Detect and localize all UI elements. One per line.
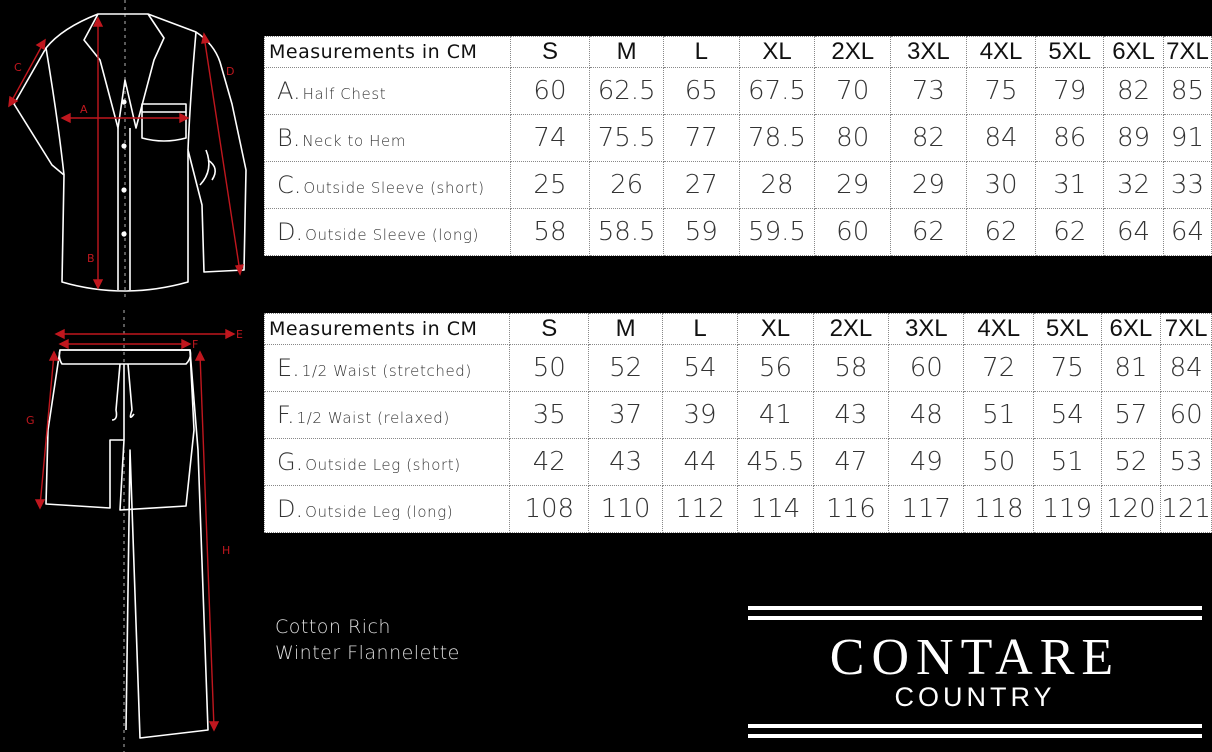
table-cell: 62 bbox=[966, 209, 1036, 256]
shirt-button bbox=[121, 231, 126, 236]
table-cell: 85 bbox=[1163, 68, 1211, 115]
logo-bar bbox=[748, 734, 1202, 738]
table-cell: 74 bbox=[510, 115, 590, 162]
table-cell: 47 bbox=[813, 439, 888, 486]
table-cell: 82 bbox=[1104, 68, 1164, 115]
table-cell: 31 bbox=[1036, 162, 1104, 209]
arrowhead-e-left bbox=[56, 330, 64, 338]
row-label-text: Neck to Hem bbox=[302, 132, 407, 150]
table-header-row bbox=[265, 37, 1212, 68]
table-cell: 60 bbox=[1161, 392, 1212, 439]
table-cell: 29 bbox=[891, 162, 967, 209]
logo-bar bbox=[748, 606, 1202, 610]
table-cell: 80 bbox=[815, 115, 891, 162]
size-header: M bbox=[589, 314, 662, 345]
table-cell: 91 bbox=[1163, 115, 1211, 162]
table-row bbox=[265, 345, 1212, 392]
table-cell: 116 bbox=[813, 486, 888, 533]
logo-bar bbox=[748, 616, 1202, 620]
size-header: 2XL bbox=[813, 314, 888, 345]
marker-e: E bbox=[236, 328, 243, 341]
table-cell: 114 bbox=[738, 486, 814, 533]
size-header: 7XL bbox=[1161, 314, 1212, 345]
shirt-diagram bbox=[0, 0, 260, 300]
table-cell: 78.5 bbox=[739, 115, 815, 162]
row-label bbox=[265, 392, 510, 439]
size-header: 2XL bbox=[815, 37, 891, 68]
table-cell: 84 bbox=[1161, 345, 1212, 392]
row-letter: G. bbox=[277, 448, 304, 476]
size-header: 7XL bbox=[1163, 37, 1211, 68]
table-cell: 52 bbox=[1101, 439, 1161, 486]
size-header: L bbox=[664, 37, 740, 68]
arrowhead-f-left bbox=[60, 340, 68, 348]
row-letter: E. bbox=[277, 354, 300, 382]
arrowhead-h-bottom bbox=[210, 722, 218, 730]
table-cell: 120 bbox=[1101, 486, 1161, 533]
table-cell: 25 bbox=[510, 162, 590, 209]
table-cell: 118 bbox=[964, 486, 1034, 533]
arrowhead-g-top bbox=[50, 352, 58, 360]
fabric-line-2: Winter Flannelette bbox=[275, 642, 460, 664]
row-label-text: Outside Sleeve (short) bbox=[303, 179, 485, 197]
shirt-button bbox=[121, 99, 126, 104]
row-label-text: Outside Leg (short) bbox=[305, 456, 461, 474]
table-cell: 51 bbox=[1033, 439, 1101, 486]
row-label-text: 1/2 Waist (stretched) bbox=[301, 362, 472, 380]
marker-h: H bbox=[222, 544, 231, 557]
table-cell: 75 bbox=[966, 68, 1036, 115]
size-header: XL bbox=[738, 314, 814, 345]
size-header: 3XL bbox=[889, 314, 964, 345]
shirt-size-table bbox=[264, 36, 1212, 256]
table-cell: 51 bbox=[964, 392, 1034, 439]
marker-a: A bbox=[80, 103, 88, 116]
table-cell: 121 bbox=[1161, 486, 1212, 533]
table-cell: 60 bbox=[510, 68, 590, 115]
table-cell: 82 bbox=[891, 115, 967, 162]
table-cell: 64 bbox=[1104, 209, 1164, 256]
table-heading: Measurements in CM bbox=[265, 37, 511, 68]
table-cell: 67.5 bbox=[739, 68, 815, 115]
table-cell: 26 bbox=[590, 162, 664, 209]
marker-c: C bbox=[14, 61, 22, 74]
row-label-text: Outside Leg (long) bbox=[305, 503, 454, 521]
shirt-placket-outline bbox=[118, 128, 130, 290]
row-letter: A. bbox=[277, 77, 301, 105]
table-cell: 39 bbox=[662, 392, 737, 439]
arrowhead-a-left bbox=[62, 114, 70, 122]
table-heading: Measurements in CM bbox=[265, 314, 510, 345]
table-cell: 28 bbox=[739, 162, 815, 209]
table-cell: 86 bbox=[1036, 115, 1104, 162]
row-letter: F. bbox=[277, 401, 295, 429]
table-row bbox=[265, 392, 1212, 439]
arrowhead-c-bottom bbox=[9, 97, 17, 106]
size-header: 6XL bbox=[1101, 314, 1161, 345]
table-cell: 84 bbox=[966, 115, 1036, 162]
table-cell: 53 bbox=[1161, 439, 1212, 486]
table-cell: 43 bbox=[813, 392, 888, 439]
table-cell: 60 bbox=[815, 209, 891, 256]
size-header: L bbox=[662, 314, 737, 345]
table-cell: 30 bbox=[966, 162, 1036, 209]
row-letter: D. bbox=[277, 495, 304, 523]
table-cell: 50 bbox=[964, 439, 1034, 486]
table-cell: 54 bbox=[1033, 392, 1101, 439]
table-cell: 32 bbox=[1104, 162, 1164, 209]
row-label-text: 1/2 Waist (relaxed) bbox=[296, 409, 450, 427]
arrowhead-c-top bbox=[37, 40, 45, 49]
table-cell: 62.5 bbox=[590, 68, 664, 115]
row-letter: C. bbox=[277, 171, 302, 199]
table-row bbox=[265, 162, 1212, 209]
table-cell: 57 bbox=[1101, 392, 1161, 439]
arrowhead-h-top bbox=[196, 352, 204, 360]
table-cell: 43 bbox=[589, 439, 662, 486]
table-row bbox=[265, 209, 1212, 256]
arrowhead-f-right bbox=[182, 340, 190, 348]
fabric-line-1: Cotton Rich bbox=[275, 616, 391, 638]
row-letter: D. bbox=[277, 218, 304, 246]
table-cell: 89 bbox=[1104, 115, 1164, 162]
table-cell: 56 bbox=[738, 345, 814, 392]
table-header-row bbox=[265, 314, 1212, 345]
table-row bbox=[265, 486, 1212, 533]
row-label bbox=[265, 345, 510, 392]
table-cell: 75.5 bbox=[590, 115, 664, 162]
arrowhead-e-right bbox=[226, 330, 234, 338]
table-cell: 58 bbox=[510, 209, 590, 256]
marker-d: D bbox=[226, 65, 235, 78]
table-cell: 73 bbox=[891, 68, 967, 115]
size-header: XL bbox=[739, 37, 815, 68]
marker-g: G bbox=[26, 414, 35, 427]
table-cell: 119 bbox=[1033, 486, 1101, 533]
table-cell: 81 bbox=[1101, 345, 1161, 392]
logo-bar bbox=[748, 724, 1202, 728]
pants-long-outline bbox=[122, 350, 208, 738]
shirt-collar-outline bbox=[84, 14, 164, 128]
row-label bbox=[265, 162, 511, 209]
table-row bbox=[265, 439, 1212, 486]
pants-drawstring bbox=[112, 364, 134, 420]
shirt-button bbox=[121, 187, 126, 192]
table-cell: 44 bbox=[662, 439, 737, 486]
table-cell: 62 bbox=[1036, 209, 1104, 256]
table-row bbox=[265, 115, 1212, 162]
table-cell: 37 bbox=[589, 392, 662, 439]
table-cell: 75 bbox=[1033, 345, 1101, 392]
table-cell: 41 bbox=[738, 392, 814, 439]
table-cell: 60 bbox=[889, 345, 964, 392]
size-header: 6XL bbox=[1104, 37, 1164, 68]
brand-subtitle: COUNTRY bbox=[894, 682, 1056, 712]
brand-logo bbox=[748, 606, 1202, 736]
arrowhead-d-bottom bbox=[236, 265, 243, 274]
table-cell: 59 bbox=[664, 209, 740, 256]
table-cell: 77 bbox=[664, 115, 740, 162]
table-cell: 62 bbox=[891, 209, 967, 256]
table-row bbox=[265, 68, 1212, 115]
table-cell: 48 bbox=[889, 392, 964, 439]
table-cell: 33 bbox=[1163, 162, 1211, 209]
size-header: S bbox=[510, 314, 589, 345]
table-cell: 72 bbox=[964, 345, 1034, 392]
table-cell: 64 bbox=[1163, 209, 1211, 256]
size-header: 3XL bbox=[891, 37, 967, 68]
row-label-text: Outside Sleeve (long) bbox=[305, 226, 479, 244]
table-cell: 45.5 bbox=[738, 439, 814, 486]
table-cell: 108 bbox=[510, 486, 589, 533]
size-header: 5XL bbox=[1033, 314, 1101, 345]
row-label bbox=[265, 439, 510, 486]
size-header: 4XL bbox=[966, 37, 1036, 68]
table-cell: 49 bbox=[889, 439, 964, 486]
table-cell: 29 bbox=[815, 162, 891, 209]
measure-line-h bbox=[200, 354, 214, 728]
brand-name: CONTARE bbox=[829, 629, 1121, 686]
row-label bbox=[265, 209, 511, 256]
table-cell: 27 bbox=[664, 162, 740, 209]
size-header: S bbox=[510, 37, 590, 68]
fabric-description bbox=[275, 614, 460, 666]
marker-b: B bbox=[87, 252, 95, 265]
table-cell: 65 bbox=[664, 68, 740, 115]
table-cell: 58.5 bbox=[590, 209, 664, 256]
arrowhead-a-right bbox=[180, 114, 188, 122]
row-letter: B. bbox=[277, 124, 301, 152]
table-cell: 54 bbox=[662, 345, 737, 392]
table-cell: 58 bbox=[813, 345, 888, 392]
table-cell: 117 bbox=[889, 486, 964, 533]
pants-waistband bbox=[59, 350, 190, 364]
shirt-button bbox=[121, 143, 126, 148]
arrowhead-d-top bbox=[202, 34, 209, 43]
row-label-text: Half Chest bbox=[302, 85, 387, 103]
table-cell: 59.5 bbox=[739, 209, 815, 256]
marker-f: F bbox=[192, 338, 199, 351]
arrowhead-g-bottom bbox=[36, 500, 44, 508]
table-cell: 50 bbox=[510, 345, 589, 392]
shirt-cuff-tie bbox=[200, 150, 215, 185]
row-label bbox=[265, 68, 511, 115]
pants-size-table bbox=[264, 313, 1212, 533]
table-cell: 52 bbox=[589, 345, 662, 392]
table-cell: 70 bbox=[815, 68, 891, 115]
size-header: 4XL bbox=[964, 314, 1034, 345]
table-cell: 79 bbox=[1036, 68, 1104, 115]
size-header: M bbox=[590, 37, 664, 68]
table-cell: 112 bbox=[662, 486, 737, 533]
table-cell: 110 bbox=[589, 486, 662, 533]
row-label bbox=[265, 115, 511, 162]
pants-diagram bbox=[0, 310, 260, 752]
size-header: 5XL bbox=[1036, 37, 1104, 68]
pants-short-outline bbox=[46, 350, 194, 510]
table-cell: 42 bbox=[510, 439, 589, 486]
arrowhead-b-bottom bbox=[94, 280, 102, 288]
table-cell: 35 bbox=[510, 392, 589, 439]
row-label bbox=[265, 486, 510, 533]
